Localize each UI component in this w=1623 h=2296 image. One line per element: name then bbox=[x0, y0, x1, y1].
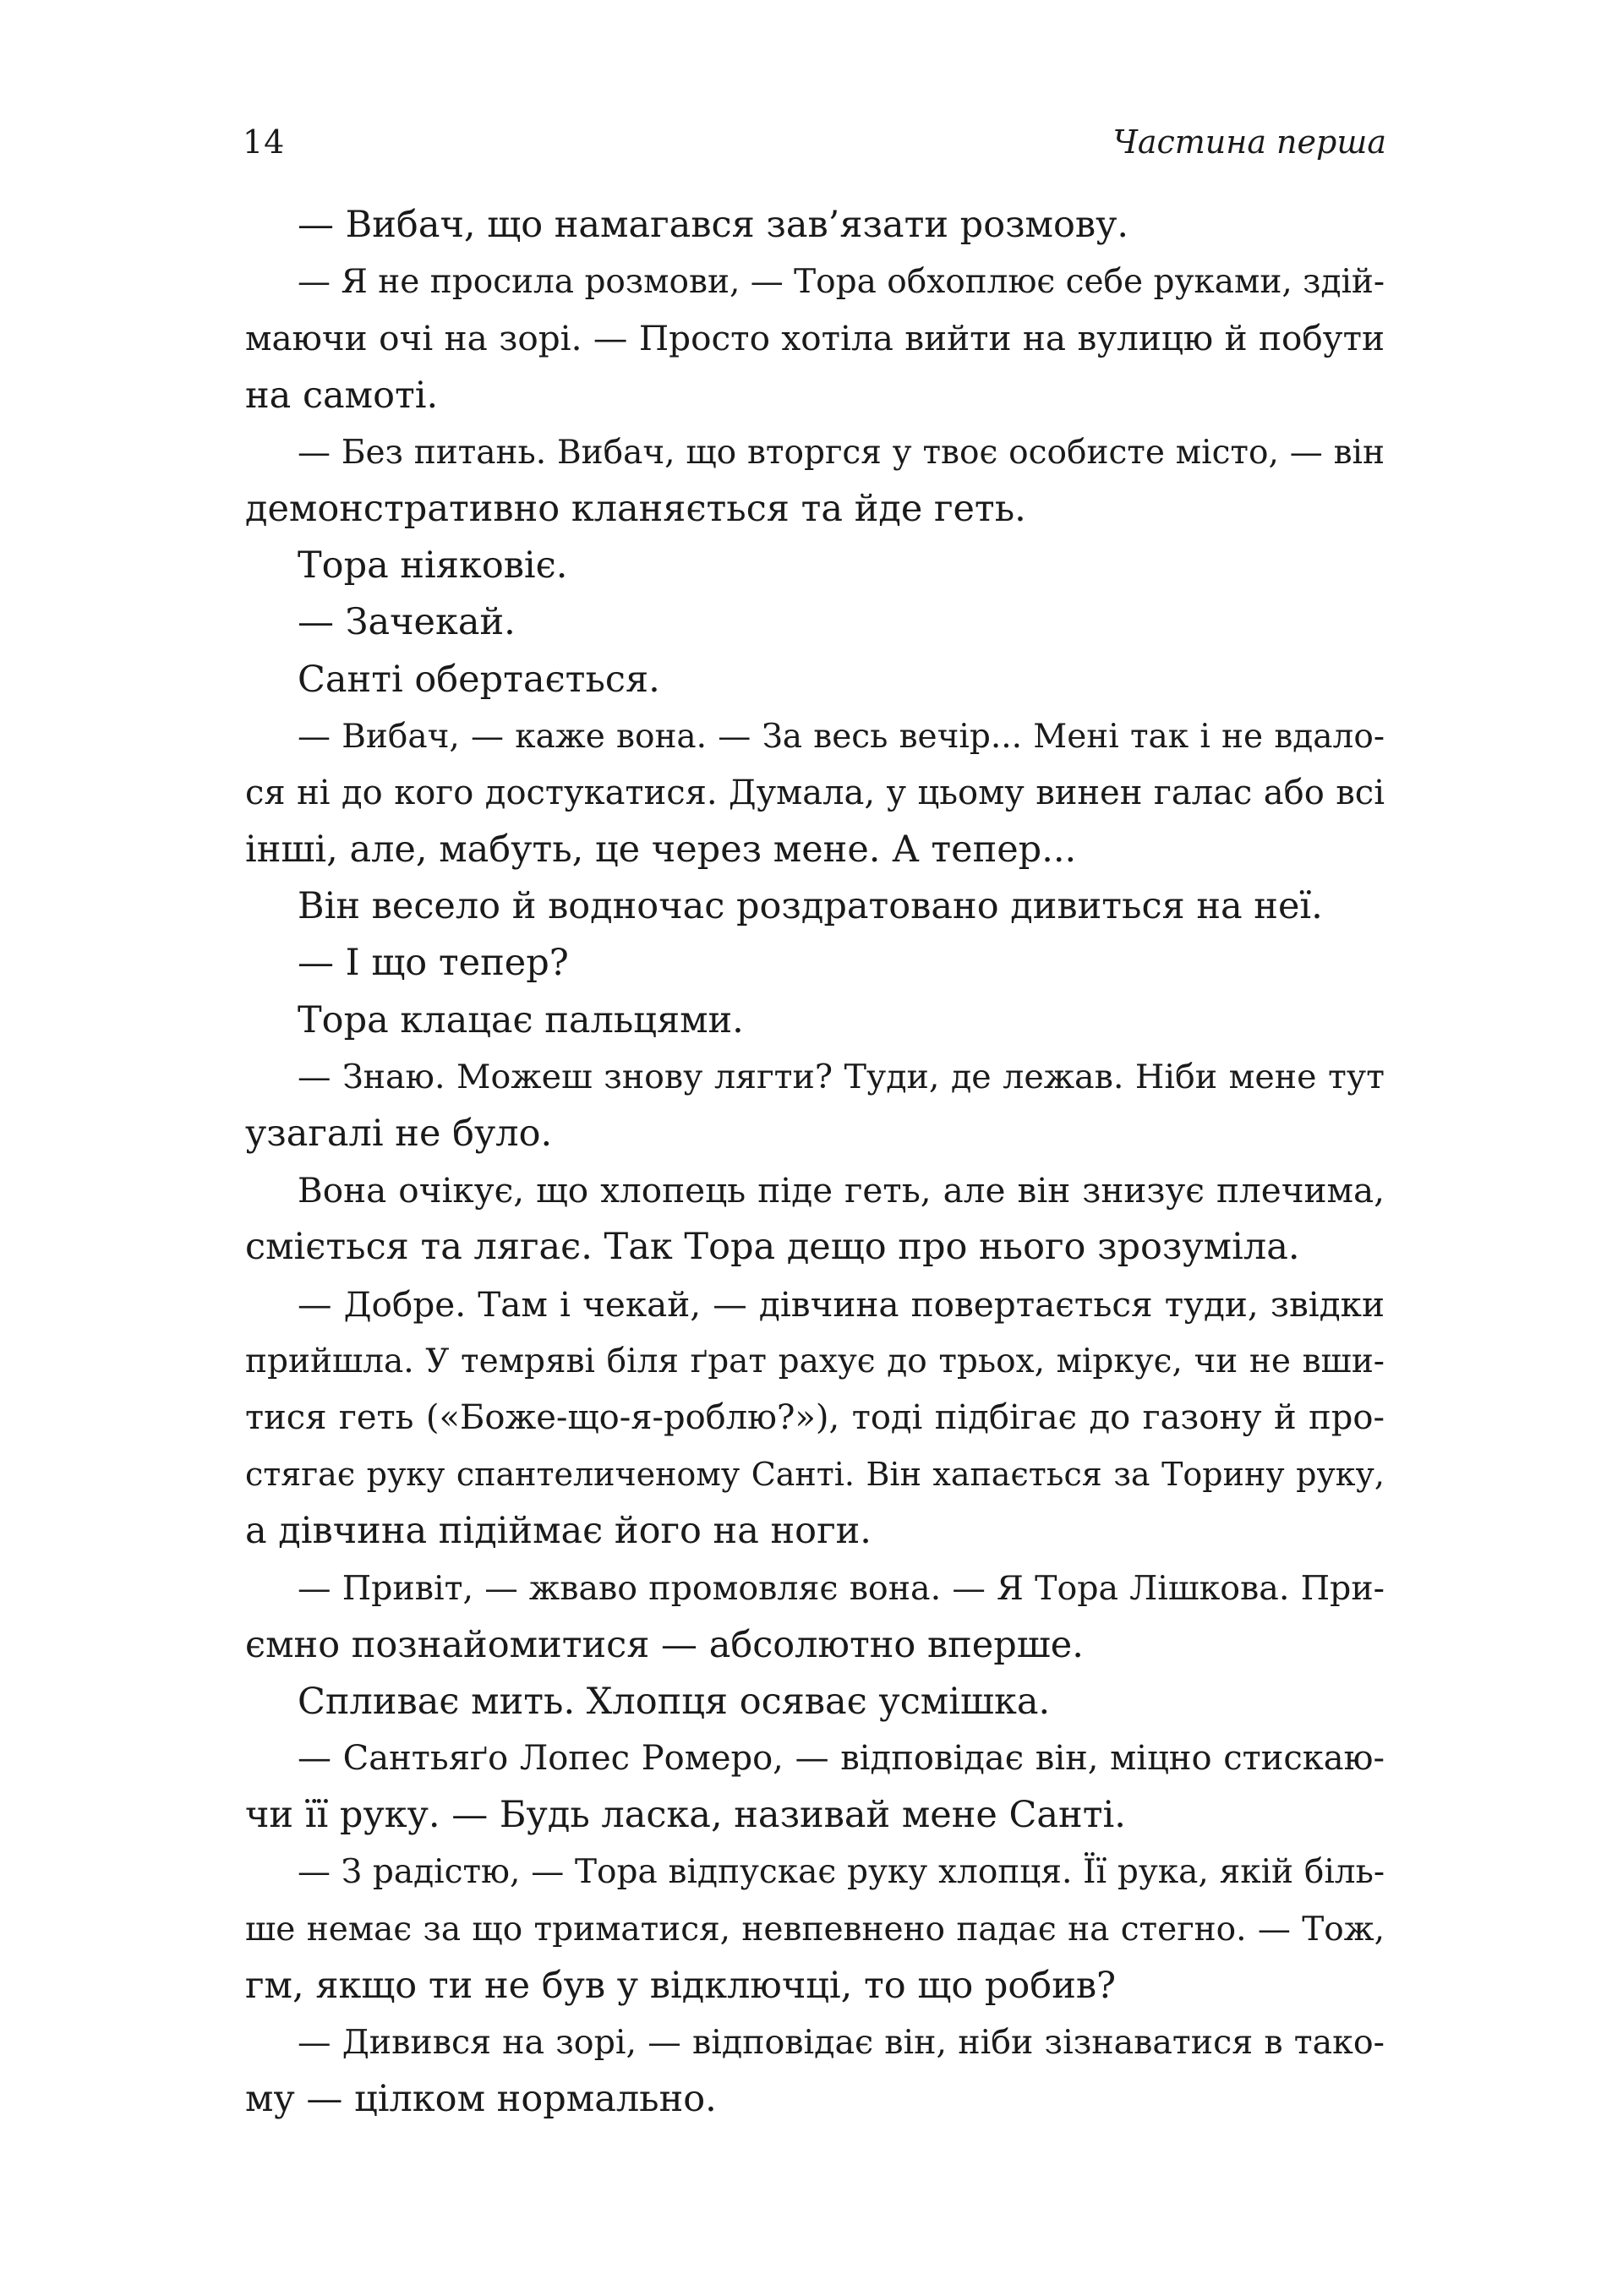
text-line: Спливає мить. Хлопця осяває усмішка. bbox=[298, 1680, 1051, 1723]
text-line: ше немає за що триматися, невпевнено падає на стегно. — Тож, bbox=[245, 1910, 1385, 1949]
text-line: гм, якщо ти не був у відключці, то що робив? bbox=[245, 1964, 1117, 2007]
text-line: узагалі не було. bbox=[245, 1112, 553, 1155]
body-text bbox=[245, 197, 1385, 2128]
text-line: — І що тепер? bbox=[298, 942, 569, 985]
text-line: демонстративно кланяється та йде геть. bbox=[245, 487, 1026, 530]
running-head-title: Частина перша bbox=[1112, 123, 1386, 161]
text-line: му — цілком нормально. bbox=[245, 2078, 717, 2121]
text-line: маючи очі на зорі. — Просто хотіла вийти на вулицю й побути bbox=[245, 318, 1385, 359]
text-line: стягає руку спантеличеному Санті. Він хапається за Торину руку, bbox=[245, 1456, 1385, 1494]
text-line: Вона очікує, що хлопець піде геть, але він знизує плечима, bbox=[298, 1170, 1385, 1211]
text-line: — Вибач, — каже вона. — За весь вечір... Мені так і не вдало- bbox=[298, 717, 1385, 756]
text-line: — Вибач, що намагався зав’язати розмову. bbox=[298, 204, 1129, 246]
text-line: Він весело й водночас роздратовано дивиться на неї. bbox=[298, 885, 1323, 928]
text-line: прийшла. У темряві біля ґрат рахує до трьох, міркує, чи не вши- bbox=[245, 1342, 1385, 1380]
text-line: Тора ніяковіє. bbox=[298, 544, 568, 588]
text-line: — З радістю, — Тора відпускає руку хлопця. Її рука, якій біль- bbox=[298, 1853, 1385, 1892]
text-line: — Сантьяґо Лопес Ромеро, — відповідає він, міцно стискаю- bbox=[298, 1739, 1385, 1779]
text-line: сміється та лягає. Так Тора дещо про нього зрозуміла. bbox=[245, 1226, 1300, 1269]
text-line: інші, але, мабуть, це через мене. А тепер... bbox=[245, 828, 1077, 872]
text-line: Санті обертається. bbox=[298, 658, 660, 701]
text-line: — Добре. Там і чекай, — дівчина повертається туди, звідки bbox=[298, 1283, 1385, 1325]
text-line: ємно познайомитися — абсолютно вперше. bbox=[245, 1623, 1084, 1666]
text-line: ся ні до кого достукатися. Думала, у цьому винен галас або всі bbox=[245, 773, 1385, 812]
text-line: на самоті. bbox=[245, 374, 439, 417]
text-line: тися геть («Боже-що-я-роблю?»), тоді підбігає до газону й про- bbox=[245, 1397, 1385, 1437]
page-number: 14 bbox=[243, 123, 286, 161]
text-line: — Я не просила розмови, — Тора обхоплює себе руками, здій- bbox=[298, 263, 1385, 302]
text-line: а дівчина підіймає його на ноги. bbox=[245, 1510, 872, 1553]
text-line: — Без питань. Вибач, що вторгся у твоє особисте місто, — він bbox=[298, 433, 1385, 472]
text-line: — Дивився на зорі, — відповідає він, ніби зізнаватися в тако- bbox=[298, 2023, 1385, 2062]
text-line: — Привіт, — жваво промовляє вона. — Я Тора Лішкова. При- bbox=[298, 1568, 1385, 1608]
text-line: — Знаю. Можеш знову лягти? Туди, де лежав. Ніби мене тут bbox=[298, 1057, 1385, 1096]
text-line: чи її руку. — Будь ласка, називай мене Санті. bbox=[245, 1794, 1126, 1837]
text-line: — Зачекай. bbox=[298, 601, 516, 644]
text-line: Тора клацає пальцями. bbox=[298, 998, 744, 1041]
